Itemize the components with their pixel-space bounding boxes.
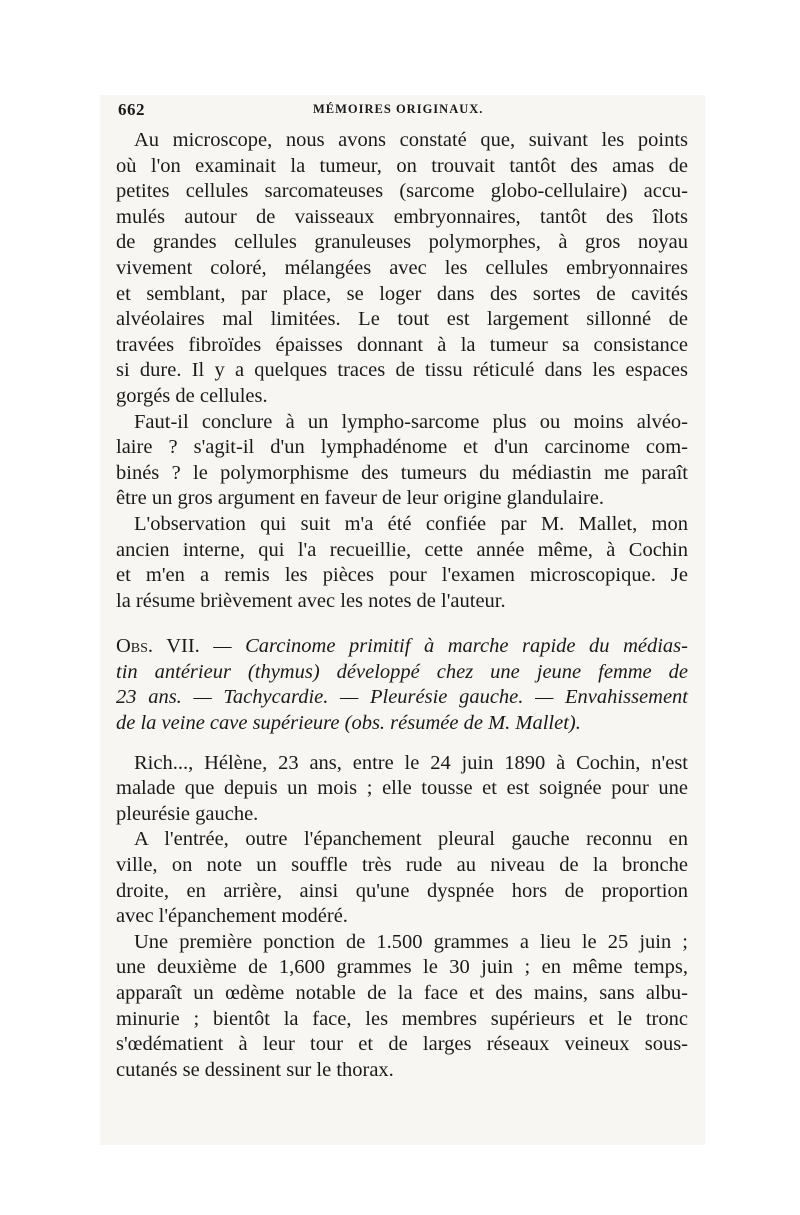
text-line: alvéolaires mal limitées. Le tout est largement sillonné de — [116, 308, 688, 331]
body-text — [116, 128, 688, 1083]
text-line: où l'on examinait la tumeur, on trouvait tantôt des amas de — [116, 154, 688, 177]
text-line: cutanés se dessinent sur le thorax. — [116, 1058, 394, 1081]
paragraph-admission — [116, 827, 688, 929]
text-line: Faut-il conclure à un lympho-sarcome plus ou moins alvéo- — [134, 410, 688, 433]
text-line: mulés autour de vaisseaux embryonnaires, tantôt des îlots — [116, 205, 688, 228]
paragraph-conclusion — [116, 410, 688, 512]
text-line: A l'entrée, outre l'épanchement pleural gauche reconnu en — [134, 828, 688, 851]
text-line: Une première ponction de 1.500 grammes a lieu le 25 juin ; — [134, 930, 688, 953]
text-line: gorgés de cellules. — [116, 384, 268, 407]
text-line: de la veine cave supérieure (obs. résumée de M. Mallet). — [116, 712, 581, 735]
text-line: avec l'épanchement modéré. — [116, 905, 348, 928]
text-line: 23 ans. — Tachycardie. — Pleurésie gauche. — Envahissement — [116, 686, 688, 709]
text-line: ancien interne, qui l'a recueillie, cette année même, à Cochin — [116, 538, 688, 561]
text-line: une deuxième de 1,600 grammes le 30 juin ; en même temps, — [116, 956, 688, 979]
paragraph-observation-intro — [116, 512, 688, 614]
text-line: malade que depuis un mois ; elle tousse et est soignée pour une — [116, 777, 688, 800]
text-line: s'œdématient à leur tour et de larges réseaux veineux sous- — [116, 1033, 688, 1056]
text-line: tin antérieur (thymus) développé chez une jeune femme de — [116, 660, 688, 683]
text-line: — Carcinome primitif à marche rapide du médias- — [199, 635, 688, 658]
text-line: de grandes cellules granuleuses polymorphes, à gros noyau — [116, 231, 688, 254]
text-line: et semblant, par place, se loger dans des sortes de cavités — [116, 282, 688, 305]
paragraph-puncture — [116, 930, 688, 1084]
text-line: Rich..., Hélène, 23 ans, entre le 24 juin 1890 à Cochin, n'est — [134, 751, 688, 774]
running-title: MÉMOIRES ORIGINAUX. — [313, 102, 484, 116]
text-line: L'observation qui suit m'a été confiée par M. Mallet, mon — [134, 512, 688, 535]
paragraph-patient — [116, 751, 688, 828]
text-line: binés ? le polymorphisme des tumeurs du médiastin me paraît — [116, 461, 688, 484]
text-line: et m'en a remis les pièces pour l'examen microscopique. Je — [116, 564, 688, 587]
text-line: laire ? s'agit-il d'un lymphadénome et d'un carcinome com- — [116, 436, 688, 459]
text-line: ville, on note un souffle très rude au niveau de la bronche — [116, 854, 688, 877]
page-header — [118, 100, 688, 124]
text-line: petites cellules sarcomateuses (sarcome globo-cellulaire) accu- — [116, 180, 688, 203]
text-line: être un gros argument en faveur de leur origine glandulaire. — [116, 487, 605, 510]
text-line: pleurésie gauche. — [116, 802, 259, 825]
text-line: vivement coloré, mélangées avec les cellules embryonnaires — [116, 256, 688, 279]
text-line: Au microscope, nous avons constaté que, suivant les points — [134, 129, 688, 151]
page-number: 662 — [118, 100, 145, 119]
text-line: droite, en arrière, ainsi qu'une dyspnée hors de proportion — [116, 879, 688, 902]
text-line: si dure. Il y a quelques traces de tissu réticulé dans les espaces — [116, 359, 688, 382]
text-line: apparaît un œdème notable de la face et des mains, sans albu- — [116, 982, 688, 1004]
text-line: travées fibroïdes épaisses donnant à la tumeur sa consistance — [116, 333, 688, 356]
paragraph-microscope — [116, 128, 688, 410]
text-line: minurie ; bientôt la face, les membres supérieurs et le tronc — [116, 1007, 688, 1030]
text-line: la résume brièvement avec les notes de l'auteur. — [116, 589, 506, 612]
observation-heading — [116, 634, 688, 736]
observation-label: Obs. VII. — [116, 635, 200, 658]
